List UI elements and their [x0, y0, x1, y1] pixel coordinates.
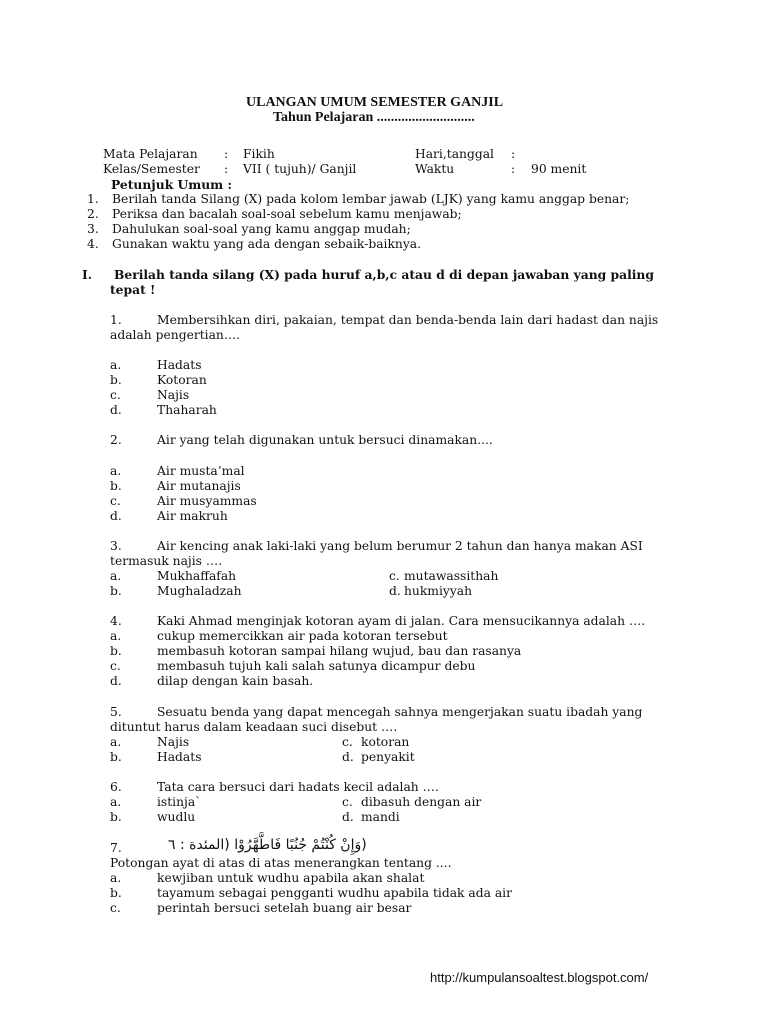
option-letter: d.: [110, 403, 122, 417]
instruction-text: Periksa dan bacalah soal-soal sebelum kamu menjawab;: [112, 207, 462, 221]
section-instruction: Berilah tanda silang (X) pada huruf a,b,c atau d di depan jawaban yang paling: [114, 267, 654, 282]
option-letter: d.: [110, 674, 122, 688]
option-letter: b.: [110, 750, 122, 764]
question-number: 1.: [110, 313, 122, 327]
option-text: Air mutanajis: [157, 479, 241, 493]
option-text: kewjiban untuk wudhu apabila akan shalat: [157, 871, 425, 885]
option-letter: d.: [110, 509, 122, 523]
arabic-verse: (وَإِنْ كُنْتُمْ جُنُبًا فَاطَّهَّرُوْا (المئدة : ٦: [168, 837, 367, 853]
instruction-number: 2.: [87, 207, 99, 221]
option-letter: a.: [110, 569, 122, 583]
instructions-heading: Petunjuk Umum :: [111, 177, 232, 192]
option-text: cukup memercikkan air pada kotoran tersebut: [157, 629, 448, 643]
instruction-number: 1.: [87, 192, 99, 206]
option-text: Thaharah: [157, 403, 217, 417]
option-letter: a.: [110, 629, 122, 643]
question-text: Air yang telah digunakan untuk bersuci dinamakan....: [157, 433, 493, 447]
option-letter: a.: [110, 464, 122, 478]
question-text-cont: adalah pengertian….: [110, 328, 241, 342]
option-text: Air makruh: [157, 509, 228, 523]
option-letter: b.: [110, 373, 122, 387]
question-text: Air kencing anak laki-laki yang belum berumur 2 tahun dan hanya makan ASI: [157, 539, 643, 553]
option-letter: a.: [110, 735, 122, 749]
option-letter: c.: [342, 795, 353, 809]
option-letter: b.: [110, 479, 122, 493]
option-letter: a.: [110, 795, 122, 809]
instruction-text: Gunakan waktu yang ada dengan sebaik-baiknya.: [112, 237, 422, 251]
section-number: I.: [82, 267, 93, 282]
option-letter: b.: [110, 644, 122, 658]
option-text: perintah bersuci setelah buang air besar: [157, 901, 412, 915]
option-text: Hadats: [157, 358, 202, 372]
option-letter: c.: [389, 569, 400, 583]
class-value: VII ( tujuh)/ Ganjil: [243, 162, 357, 176]
day-colon: :: [511, 147, 516, 161]
subject-label: Mata Pelajaran: [103, 147, 198, 161]
source-url[interactable]: http://kumpulansoaltest.blogspot.com/: [430, 970, 649, 985]
option-letter: d.: [389, 584, 401, 598]
option-letter: b.: [110, 810, 122, 824]
option-letter: a.: [110, 358, 122, 372]
class-label: Kelas/Semester: [103, 162, 200, 176]
option-text: istinja`: [157, 795, 202, 809]
option-text: Air musyammas: [157, 494, 257, 508]
question-number: 2.: [110, 433, 122, 447]
option-letter: b.: [110, 886, 122, 900]
instruction-text: Dahulukan soal-soal yang kamu anggap mudah;: [112, 222, 411, 236]
option-letter: c.: [110, 388, 121, 402]
option-text: membasuh kotoran sampai hilang wujud, bau dan rasanya: [157, 644, 522, 658]
class-colon: :: [224, 162, 229, 176]
instruction-number: 4.: [87, 237, 99, 251]
option-text: Kotoran: [157, 373, 207, 387]
time-colon: :: [511, 162, 516, 176]
option-text: Najis: [157, 735, 190, 749]
option-text: Najis: [157, 388, 190, 402]
exam-subtitle: Tahun Pelajaran ............................: [273, 110, 475, 125]
option-text: Mughaladzah: [157, 584, 242, 598]
section-instruction-cont: tepat !: [110, 282, 156, 297]
option-letter: c.: [110, 901, 121, 915]
question-number: 6.: [110, 780, 122, 794]
instruction-number: 3.: [87, 222, 99, 236]
option-text: mutawassithah: [404, 569, 499, 583]
option-text: kotoran: [361, 735, 410, 749]
option-letter: d.: [342, 750, 354, 764]
question-number: 3.: [110, 539, 122, 553]
question-text: Sesuatu benda yang dapat mencegah sahnya mengerjakan suatu ibadah yang: [157, 705, 643, 719]
question-text: Kaki Ahmad menginjak kotoran ayam di jalan. Cara mensucikannya adalah ….: [157, 614, 646, 628]
question-text: Potongan ayat di atas di atas menerangkan tentang ....: [110, 856, 452, 870]
option-letter: c.: [342, 735, 353, 749]
option-letter: c.: [110, 494, 121, 508]
option-text: mandi: [361, 810, 400, 824]
option-text: Hadats: [157, 750, 202, 764]
time-label: Waktu: [415, 162, 455, 176]
question-text-cont: termasuk najis ….: [110, 554, 223, 568]
subject-colon: :: [224, 147, 229, 161]
option-text: dibasuh dengan air: [361, 795, 482, 809]
instruction-text: Berilah tanda Silang (X) pada kolom lembar jawab (LJK) yang kamu anggap benar;: [112, 192, 630, 206]
option-text: membasuh tujuh kali salah satunya dicampur debu: [157, 659, 476, 673]
option-text: dilap dengan kain basah.: [157, 674, 314, 688]
question-text-cont: dituntut harus dalam keadaan suci disebut ….: [110, 720, 398, 734]
question-text: Membersihkan diri, pakaian, tempat dan benda-benda lain dari hadast dan najis: [157, 313, 659, 327]
question-number: 4.: [110, 614, 122, 628]
time-value: 90 menit: [531, 162, 587, 176]
option-letter: c.: [110, 659, 121, 673]
exam-title: ULANGAN UMUM SEMESTER GANJIL: [246, 95, 504, 110]
question-number: 7.: [110, 841, 122, 855]
subject-value: Fikih: [243, 147, 275, 161]
question-text: Tata cara bersuci dari hadats kecil adalah ….: [157, 780, 439, 794]
day-label: Hari,tanggal: [415, 147, 494, 161]
question-number: 5.: [110, 705, 122, 719]
option-letter: b.: [110, 584, 122, 598]
option-letter: d.: [342, 810, 354, 824]
option-text: penyakit: [361, 750, 415, 764]
option-text: Mukhaffafah: [157, 569, 237, 583]
option-letter: a.: [110, 871, 122, 885]
option-text: tayamum sebagai pengganti wudhu apabila tidak ada air: [157, 886, 512, 900]
option-text: Air musta’mal: [157, 464, 245, 478]
option-text: wudlu: [157, 810, 196, 824]
option-text: hukmiyyah: [404, 584, 473, 598]
